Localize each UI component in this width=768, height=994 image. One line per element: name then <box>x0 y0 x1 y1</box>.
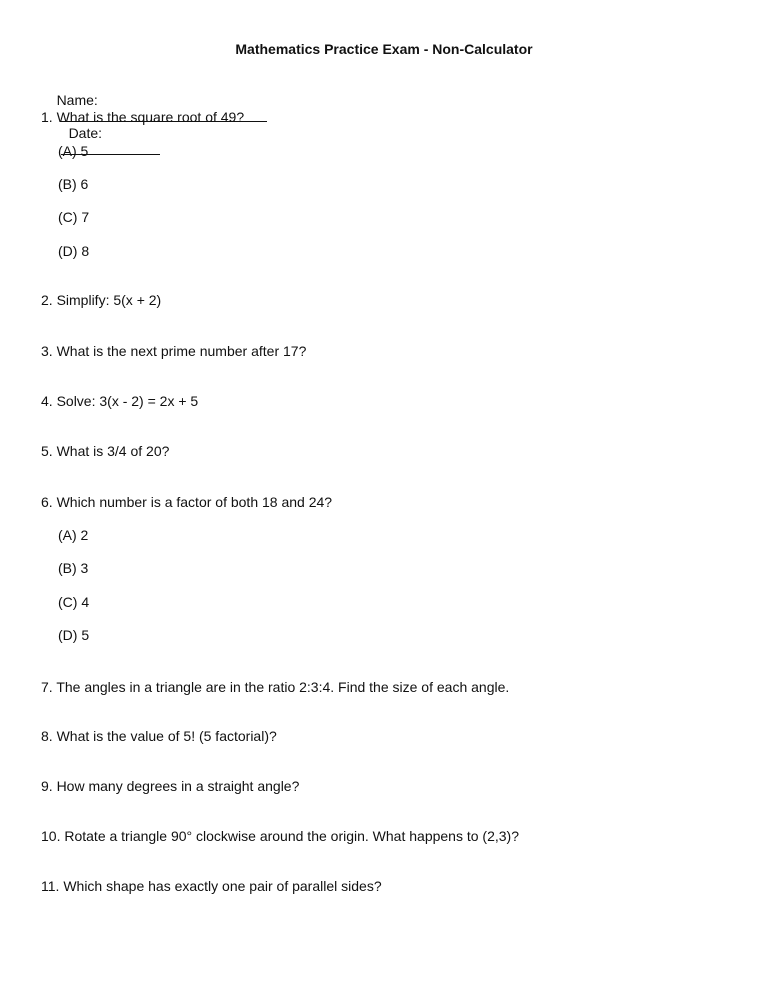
exam-title: Mathematics Practice Exam - Non-Calculator <box>235 41 533 57</box>
question-3: 3. What is the next prime number after 17? <box>41 343 307 359</box>
question-1-option-d: (D) 8 <box>58 243 90 259</box>
question-2: 2. Simplify: 5(x + 2) <box>41 292 162 308</box>
question-5: 5. What is 3/4 of 20? <box>41 443 170 459</box>
question-1-option-c: (C) 7 <box>58 209 90 225</box>
question-8: 8. What is the value of 5! (5 factorial)? <box>41 728 277 744</box>
question-6-option-c: (C) 4 <box>58 594 90 610</box>
date-label: Date: <box>68 125 103 141</box>
question-10: 10. Rotate a triangle 90° clockwise around the origin. What happens to (2,3)? <box>41 828 519 844</box>
question-7: 7. The angles in a triangle are in the ratio 2:3:4. Find the size of each angle. <box>41 679 510 695</box>
question-11: 11. Which shape has exactly one pair of parallel sides? <box>41 878 382 894</box>
question-1: 1. What is the square root of 49? <box>41 109 245 125</box>
question-4: 4. Solve: 3(x - 2) = 2x + 5 <box>41 393 199 409</box>
question-6-option-d: (D) 5 <box>58 627 90 643</box>
question-1-option-a: (A) 5 <box>58 143 89 159</box>
header-fields <box>41 76 267 174</box>
name-label: Name: <box>56 92 98 108</box>
question-6-option-b: (B) 3 <box>58 560 89 576</box>
question-1-option-b: (B) 6 <box>58 176 89 192</box>
question-6-option-a: (A) 2 <box>58 527 89 543</box>
question-9: 9. How many degrees in a straight angle? <box>41 778 300 794</box>
question-6: 6. Which number is a factor of both 18 and 24? <box>41 494 333 510</box>
